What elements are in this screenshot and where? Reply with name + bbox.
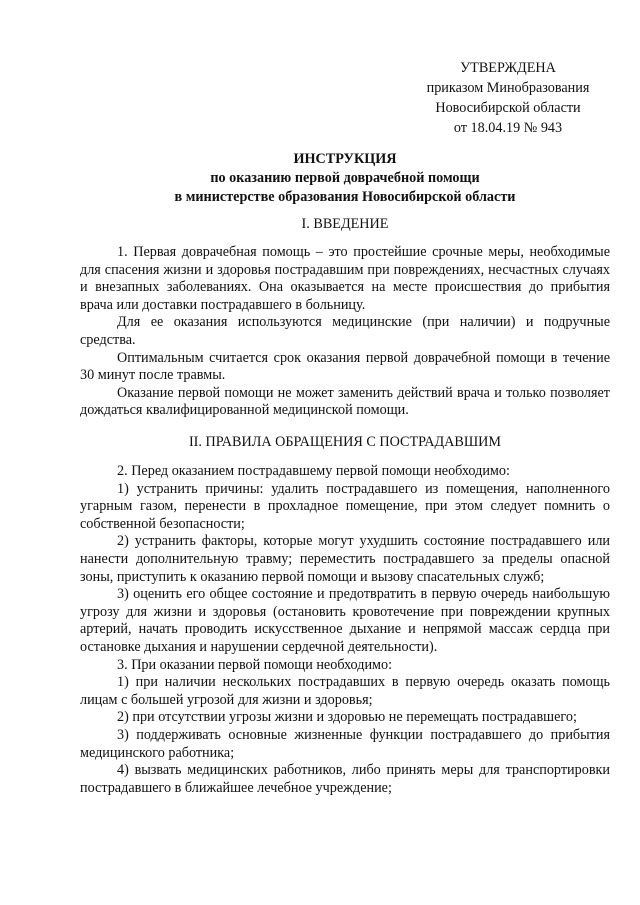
paragraph: 3) поддерживать основные жизненные функции пострадавшего до прибытия медицинского работника; <box>80 726 610 761</box>
title-line-2: по оказанию первой доврачебной помощи <box>210 170 480 186</box>
section-2-body <box>80 463 610 797</box>
paragraph: 4) вызвать медицинских работников, либо принять меры для транспортировки пострадавшего в ближайшее лечебное учреждение; <box>80 762 610 796</box>
section-2-heading: II. ПРАВИЛА ОБРАЩЕНИЯ С ПОСТРАДАВШИМ <box>188 434 502 450</box>
title-line-3: в министерстве образования Новосибирской области <box>174 189 516 205</box>
paragraph: 1. Первая доврачебная помощь – это простейшие срочные меры, необходимые для спасения жизни и здоровья пострадавшим при повреждениях, несчастных случаях и внезапных заболеваниях. Она оказывается на месте происшествия до прибытия врача или доставки пострадавшего в больницу. <box>80 244 610 313</box>
paragraph: Оказание первой помощи не может заменить действий врача и только позволяет дождаться квалифицированной медицинской помощи. <box>80 384 610 419</box>
paragraph: 3. При оказании первой помощи необходимо: <box>117 656 393 673</box>
document-title <box>110 150 580 207</box>
approval-line-1: УТВЕРЖДЕНА <box>460 60 556 76</box>
section-1-heading: I. ВВЕДЕНИЕ <box>301 216 389 232</box>
approval-line-4: от 18.04.19 № 943 <box>453 120 563 136</box>
paragraph: 1) при наличии нескольких пострадавших в первую очередь оказать помощь лицам с большей угрозой для жизни и здоровья; <box>80 674 610 708</box>
paragraph: Для ее оказания используются медицинские (при наличии) и подручные средства. <box>80 314 610 348</box>
section-1-body <box>80 244 610 420</box>
paragraph: 3) оценить его общее состояние и предотвратить в первую очередь наибольшую угрозу для жизни и здоровья (остановить кровотечение при повреждении крупных артерий, начать проводить искусственное дыхание и непрямой массаж сердца при остановке дыхания и нарушении сердечной деятельности). <box>80 586 610 655</box>
approval-line-3: Новосибирской области <box>435 100 581 116</box>
paragraph: 2) при отсутствии угрозы жизни и здоровью не перемещать пострадавшего; <box>117 709 577 726</box>
paragraph: Оптимальным считается срок оказания первой доврачебной помощи в течение 30 минут после травмы. <box>80 349 610 384</box>
approval-stamp <box>408 58 608 138</box>
title-line-1: ИНСТРУКЦИЯ <box>293 151 397 167</box>
paragraph: 2. Перед оказанием пострадавшему первой помощи необходимо: <box>117 463 510 479</box>
approval-line-2: приказом Минобразования <box>426 80 590 96</box>
paragraph: 1) устранить причины: удалить пострадавшего из помещения, наполненного угарным газом, перенести в прохладное помещение, при этом следует помнить о собственной безопасности; <box>80 480 610 532</box>
paragraph: 2) устранить факторы, которые могут ухудшить состояние пострадавшего или нанести дополнительную травму; переместить пострадавшего за пределы опасной зоны, приступить к оказанию первой помощи и вызову спасательных служб; <box>80 533 610 585</box>
